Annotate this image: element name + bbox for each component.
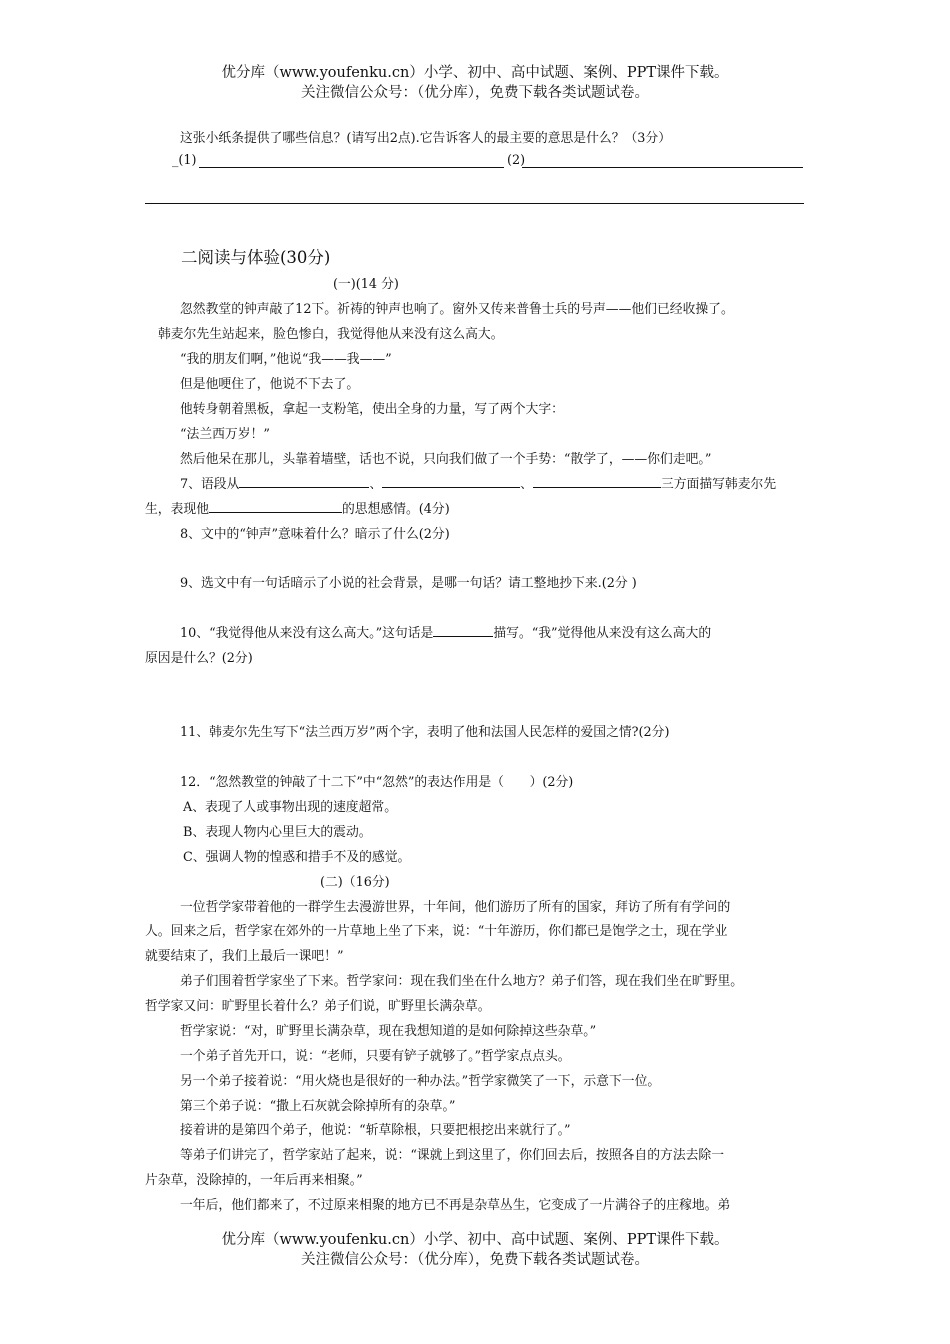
answer-blank[interactable] <box>382 473 520 488</box>
passage-line: 弟子们围着哲学家坐了下来。哲学家问：现在我们坐在什么地方？弟子们答，现在我们坐在旷野里。 <box>180 974 744 989</box>
question-10-prefix: 10、“我觉得他从来没有这么高大。”这句话是 <box>180 626 434 641</box>
passage-line: 第三个弟子说：“撒上石灰就会除掉所有的杂草。” <box>180 1099 456 1114</box>
passage-line: 韩麦尔先生站起来，脸色惨白，我觉得他从来没有这么高大。 <box>158 327 504 342</box>
passage-line: 哲学家又问：旷野里长着什么？弟子们说，旷野里长满杂草。 <box>145 999 491 1014</box>
answer-full-line <box>145 203 804 204</box>
question-7-prefix: 7、语段从 <box>180 477 240 492</box>
answer-blank-2-label: (2) <box>507 153 526 168</box>
footer-line-1: 优分库（www.youfenku.cn）小学、初中、高中试题、案例、PPT课件下载。 <box>221 1232 729 1248</box>
part1-heading: (一)(14 分) <box>333 277 399 292</box>
answer-blank[interactable] <box>239 473 369 488</box>
passage-line: “我的朋友们啊，”他说“我——我——” <box>180 352 392 367</box>
passage-line: 人。回来之后，哲学家在郊外的一片草地上坐了下来，说：“十年游历，你们都已是饱学之士，现在学业 <box>145 924 728 939</box>
header-line-2: 关注微信公众号：（优分库），免费下载各类试题试卷。 <box>301 85 649 101</box>
question-7-suffix: 三方面描写韩麦尔先 <box>660 477 777 492</box>
passage-line: 一位哲学家带着他的一群学生去漫游世界，十年间，他们游历了所有的国家，拜访了所有有学问的 <box>180 900 731 915</box>
passage-line: 忽然教堂的钟声敲了12下。祈祷的钟声也响了。窗外又传来普鲁士兵的号声——他们已经收操了。 <box>180 302 734 317</box>
passage-line: 然后他呆在那儿，头靠着墙壁，话也不说，只向我们做了一个手势：“散学了，——你们走吧。” <box>180 452 712 467</box>
passage-line: 他转身朝着黑板，拿起一支粉笔，使出全身的力量，写了两个大字： <box>180 402 564 417</box>
question-10-line-2: 原因是什么？(2分) <box>145 651 253 666</box>
passage-line: 一年后，他们都来了，不过原来相聚的地方已不再是杂草丛生，它变成了一片满谷子的庄稼地。弟 <box>180 1198 731 1213</box>
question-7-line2-suffix: 的思想感情。(4分) <box>341 502 450 517</box>
option-c: C、强调人物的惶惑和措手不及的感觉。 <box>183 850 411 865</box>
question-9: 9、选文中有一句话暗示了小说的社会背景，是哪一句话？请工整地抄下来.(2分 ) <box>180 576 637 591</box>
answer-blank[interactable] <box>533 473 661 488</box>
answer-blank[interactable] <box>433 622 493 637</box>
option-a: A、表现了人或事物出现的速度超常。 <box>183 800 397 815</box>
passage-line: 哲学家说：“对，旷野里长满杂草，现在我想知道的是如何除掉这些杂草。” <box>180 1024 597 1039</box>
question-7-sep: 、 <box>520 477 533 492</box>
question-10-suffix: 描写。“我”觉得他从来没有这么高大的 <box>493 626 712 641</box>
option-b: B、表现人物内心里巨大的震动。 <box>183 825 372 840</box>
passage-line: “法兰西万岁！” <box>180 427 270 442</box>
question-7-sep: 、 <box>369 477 383 492</box>
header-line-1: 优分库（www.youfenku.cn）小学、初中、高中试题、案例、PPT课件下载。 <box>221 65 729 81</box>
passage-line: 就要结束了，我们上最后一课吧！” <box>145 949 344 964</box>
footer-line-2: 关注微信公众号：（优分库），免费下载各类试题试卷。 <box>301 1252 649 1268</box>
passage-line: 另一个弟子接着说：“用火烧也是很好的一种办法。”哲学家微笑了一下，示意下一位。 <box>180 1074 661 1089</box>
passage-line: 一个弟子首先开口，说：“老师，只要有铲子就够了。”哲学家点点头。 <box>180 1049 571 1064</box>
answer-blank-1-label: _(1) <box>172 153 197 168</box>
question-7-line-2 <box>145 498 450 517</box>
part2-heading: (二)（16分) <box>320 875 390 890</box>
question-11: 11、韩麦尔先生写下“法兰西万岁”两个字，表明了他和法国人民怎样的爱国之情?(2分) <box>180 725 670 740</box>
question-10 <box>180 622 711 641</box>
passage-line: 接着讲的是第四个弟子，他说：“斩草除根，只要把根挖出来就行了。” <box>180 1123 571 1138</box>
passage-line: 等弟子们讲完了，哲学家站了起来，说：“课就上到这里了，你们回去后，按照各自的方法去除一 <box>180 1148 725 1163</box>
answer-blank-2-line <box>522 167 803 168</box>
passage-line: 片杂草，没除掉的，一年后再来相聚。” <box>145 1173 363 1188</box>
answer-blank-1-line <box>199 167 504 168</box>
question-7 <box>180 473 776 492</box>
question-8: 8、文中的“钟声”意味着什么？暗示了什么(2分) <box>180 527 450 542</box>
passage-line: 但是他哽住了，他说不下去了。 <box>180 377 360 392</box>
question-7-line2-prefix: 生，表现他 <box>145 502 209 517</box>
question-note: 这张小纸条提供了哪些信息？(请写出2点).它告诉客人的最主要的意思是什么？（3分） <box>180 131 672 146</box>
question-12: 12．“忽然教堂的钟敲了十二下”中“忽然”的表达作用是（ ）(2分) <box>180 775 574 790</box>
section-title: 二阅读与体验(30分) <box>181 248 331 267</box>
answer-blank[interactable] <box>209 498 342 513</box>
